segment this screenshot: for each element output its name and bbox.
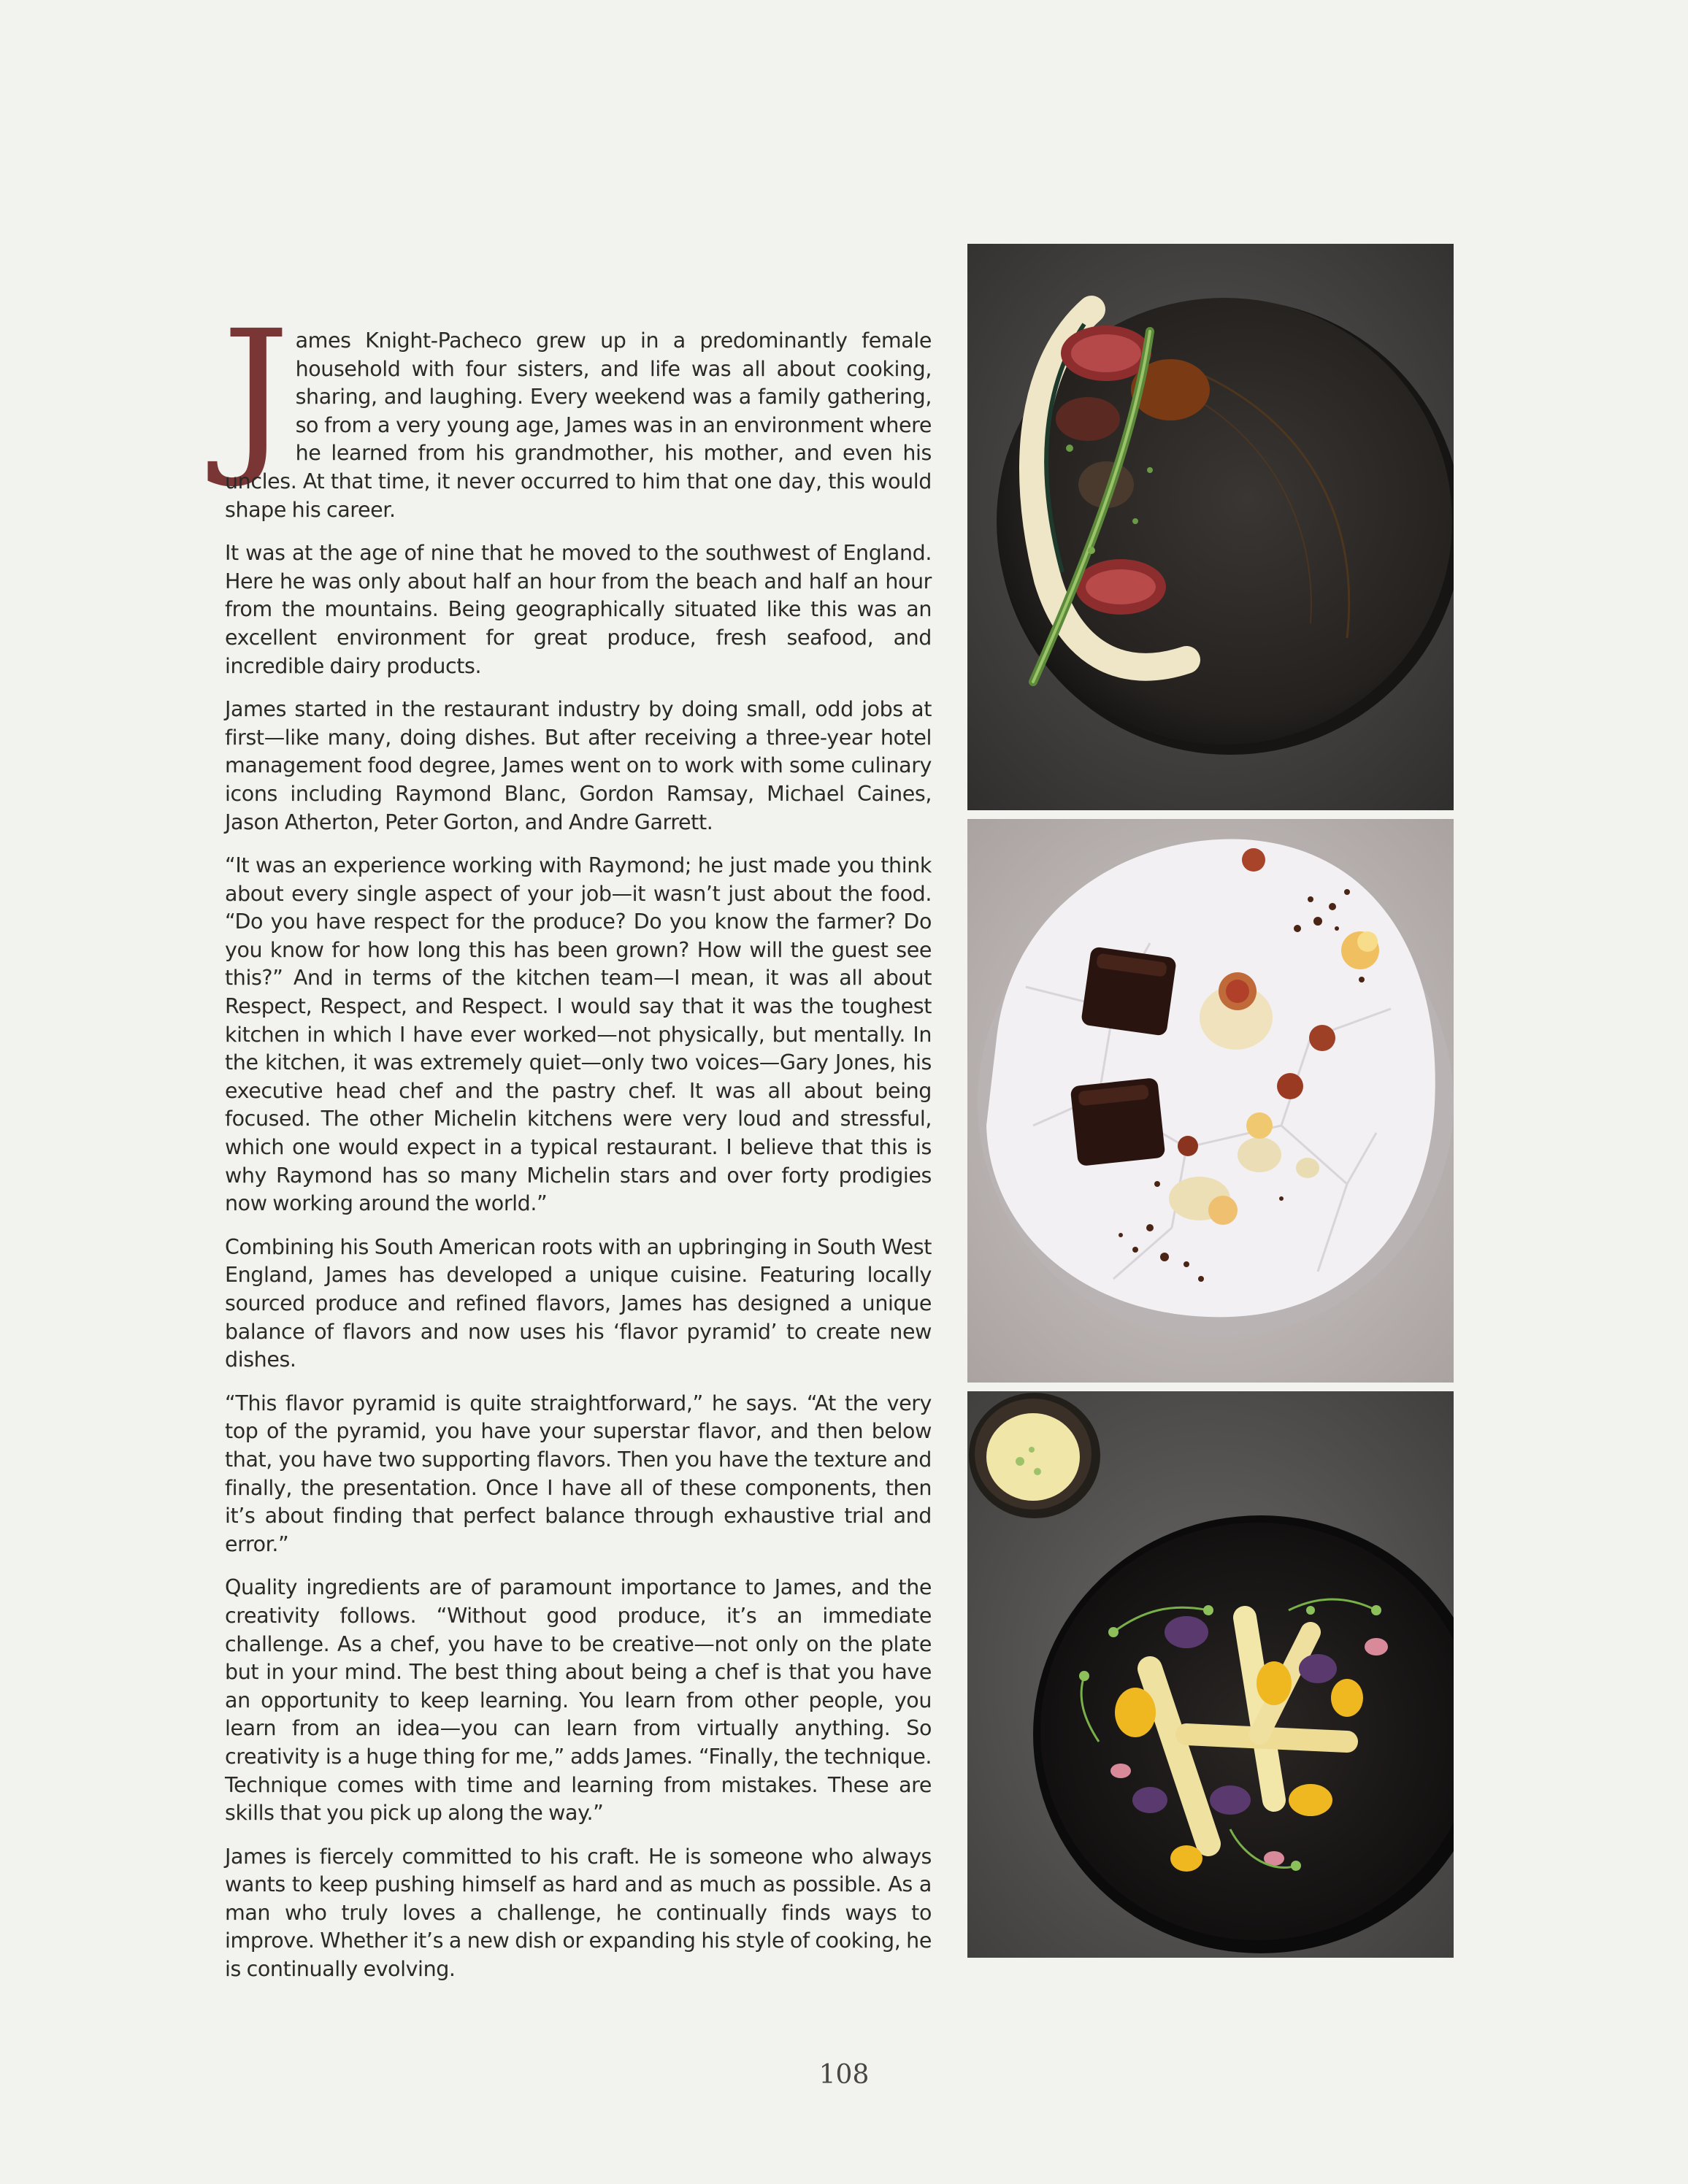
article-paragraph-2: It was at the age of nine that he moved to the southwest of England. Here he was only about half an hour from the beach and half an hour from the mountains. Being geographically situated like this was an excellent environment for great produce, fresh seafood, and incredible dairy products. — [225, 541, 932, 678]
corn-dish-illustration — [967, 1391, 1454, 1958]
photo-column — [967, 244, 1454, 1958]
article-paragraph-5: Combining his South American roots with an upbringing in South West England, James has developed a unique cuisine. Featuring locally sourced produce and refined flavors, James has designed a unique balance of flavors and now uses his ‘flavor pyramid’ to create new dishes. — [225, 1234, 932, 1372]
photo-chocolate-dessert — [967, 819, 1454, 1383]
drop-cap: J — [222, 294, 290, 491]
paragraph-1-text: ames Knight-Pacheco grew up in a predominantly female household with four sisters, and life was all about cooking, sharing, and laughing. Every weekend was a family gathering, so from a very young age, James was in an environment where he learned from his grandmother, his mother, and even his uncles. At that time, it never occurred to him that one day, this would shape his career. — [225, 328, 932, 522]
article-body — [222, 294, 932, 1999]
page-number: 108 — [818, 2060, 870, 2090]
article-paragraph-7: Quality ingredients are of paramount importance to James, and the creativity follows. “Without good produce, it’s an immediate challenge. As a chef, you have to be creative—not only on the plate but in your mind. The best thing about being a chef is that you have an opportunity to keep learning. You learn from other people, you learn from an idea—you can learn from virtually anything. So creativity is a huge thing for me,” adds James. “Finally, the technique. Technique comes with time and learning from mistakes. These are skills that you pick up along the way.” — [225, 1575, 932, 1826]
meat-dish-illustration — [967, 244, 1454, 810]
article-paragraph-4: “It was an experience working with Raymond; he just made you think about every single aspect of your job—it wasn’t just about the food. “Do you have respect for the produce? Do you know the farmer? Do you know for how long this has been grown? How will the guest see this?” And in terms of the kitchen team—I mean, it was all about Respect, Respect, and Respect. I would say that it was the toughest kitchen in which I have ever worked—not physically, but mentally. In the kitchen, it was extremely quiet—only two voices—Gary Jones, his executive head chef and the pastry chef. It was all about being focused. The other Michelin kitchens were very loud and stressful, which one would expect in a typical restaurant. I believe that this is why Raymond has so many Michelin stars and over forty prodigies now working around the world.” — [225, 853, 932, 1216]
photo-meat-dish — [967, 244, 1454, 810]
dessert-illustration — [967, 819, 1454, 1383]
photo-corn-dish — [967, 1391, 1454, 1958]
article-paragraph-1 — [222, 294, 932, 524]
article-paragraph-6: “This flavor pyramid is quite straightforward,” he says. “At the very top of the pyramid, you have your superstar flavor, and then below that, you have two supporting flavors. Then you have the texture and finally, the presentation. Once I have all of these components, then it’s about finding that perfect balance through exhaustive trial and error.” — [225, 1391, 932, 1556]
article-paragraph-8: James is fiercely committed to his craft. He is someone who always wants to keep pushing himself as hard and as much as possible. As a man who truly loves a challenge, he continually finds ways to improve. Whether it’s a new dish or expanding his style of cooking, he is continually evolving. — [225, 1844, 932, 1982]
article-paragraph-3: James started in the restaurant industry by doing small, odd jobs at first—like many, doing dishes. But after receiving a three-year hotel management food degree, James went on to work with some culinary icons including Raymond Blanc, Gordon Ramsay, Michael Caines, Jason Atherton, Peter Gorton, and Andre Garrett. — [225, 697, 932, 834]
